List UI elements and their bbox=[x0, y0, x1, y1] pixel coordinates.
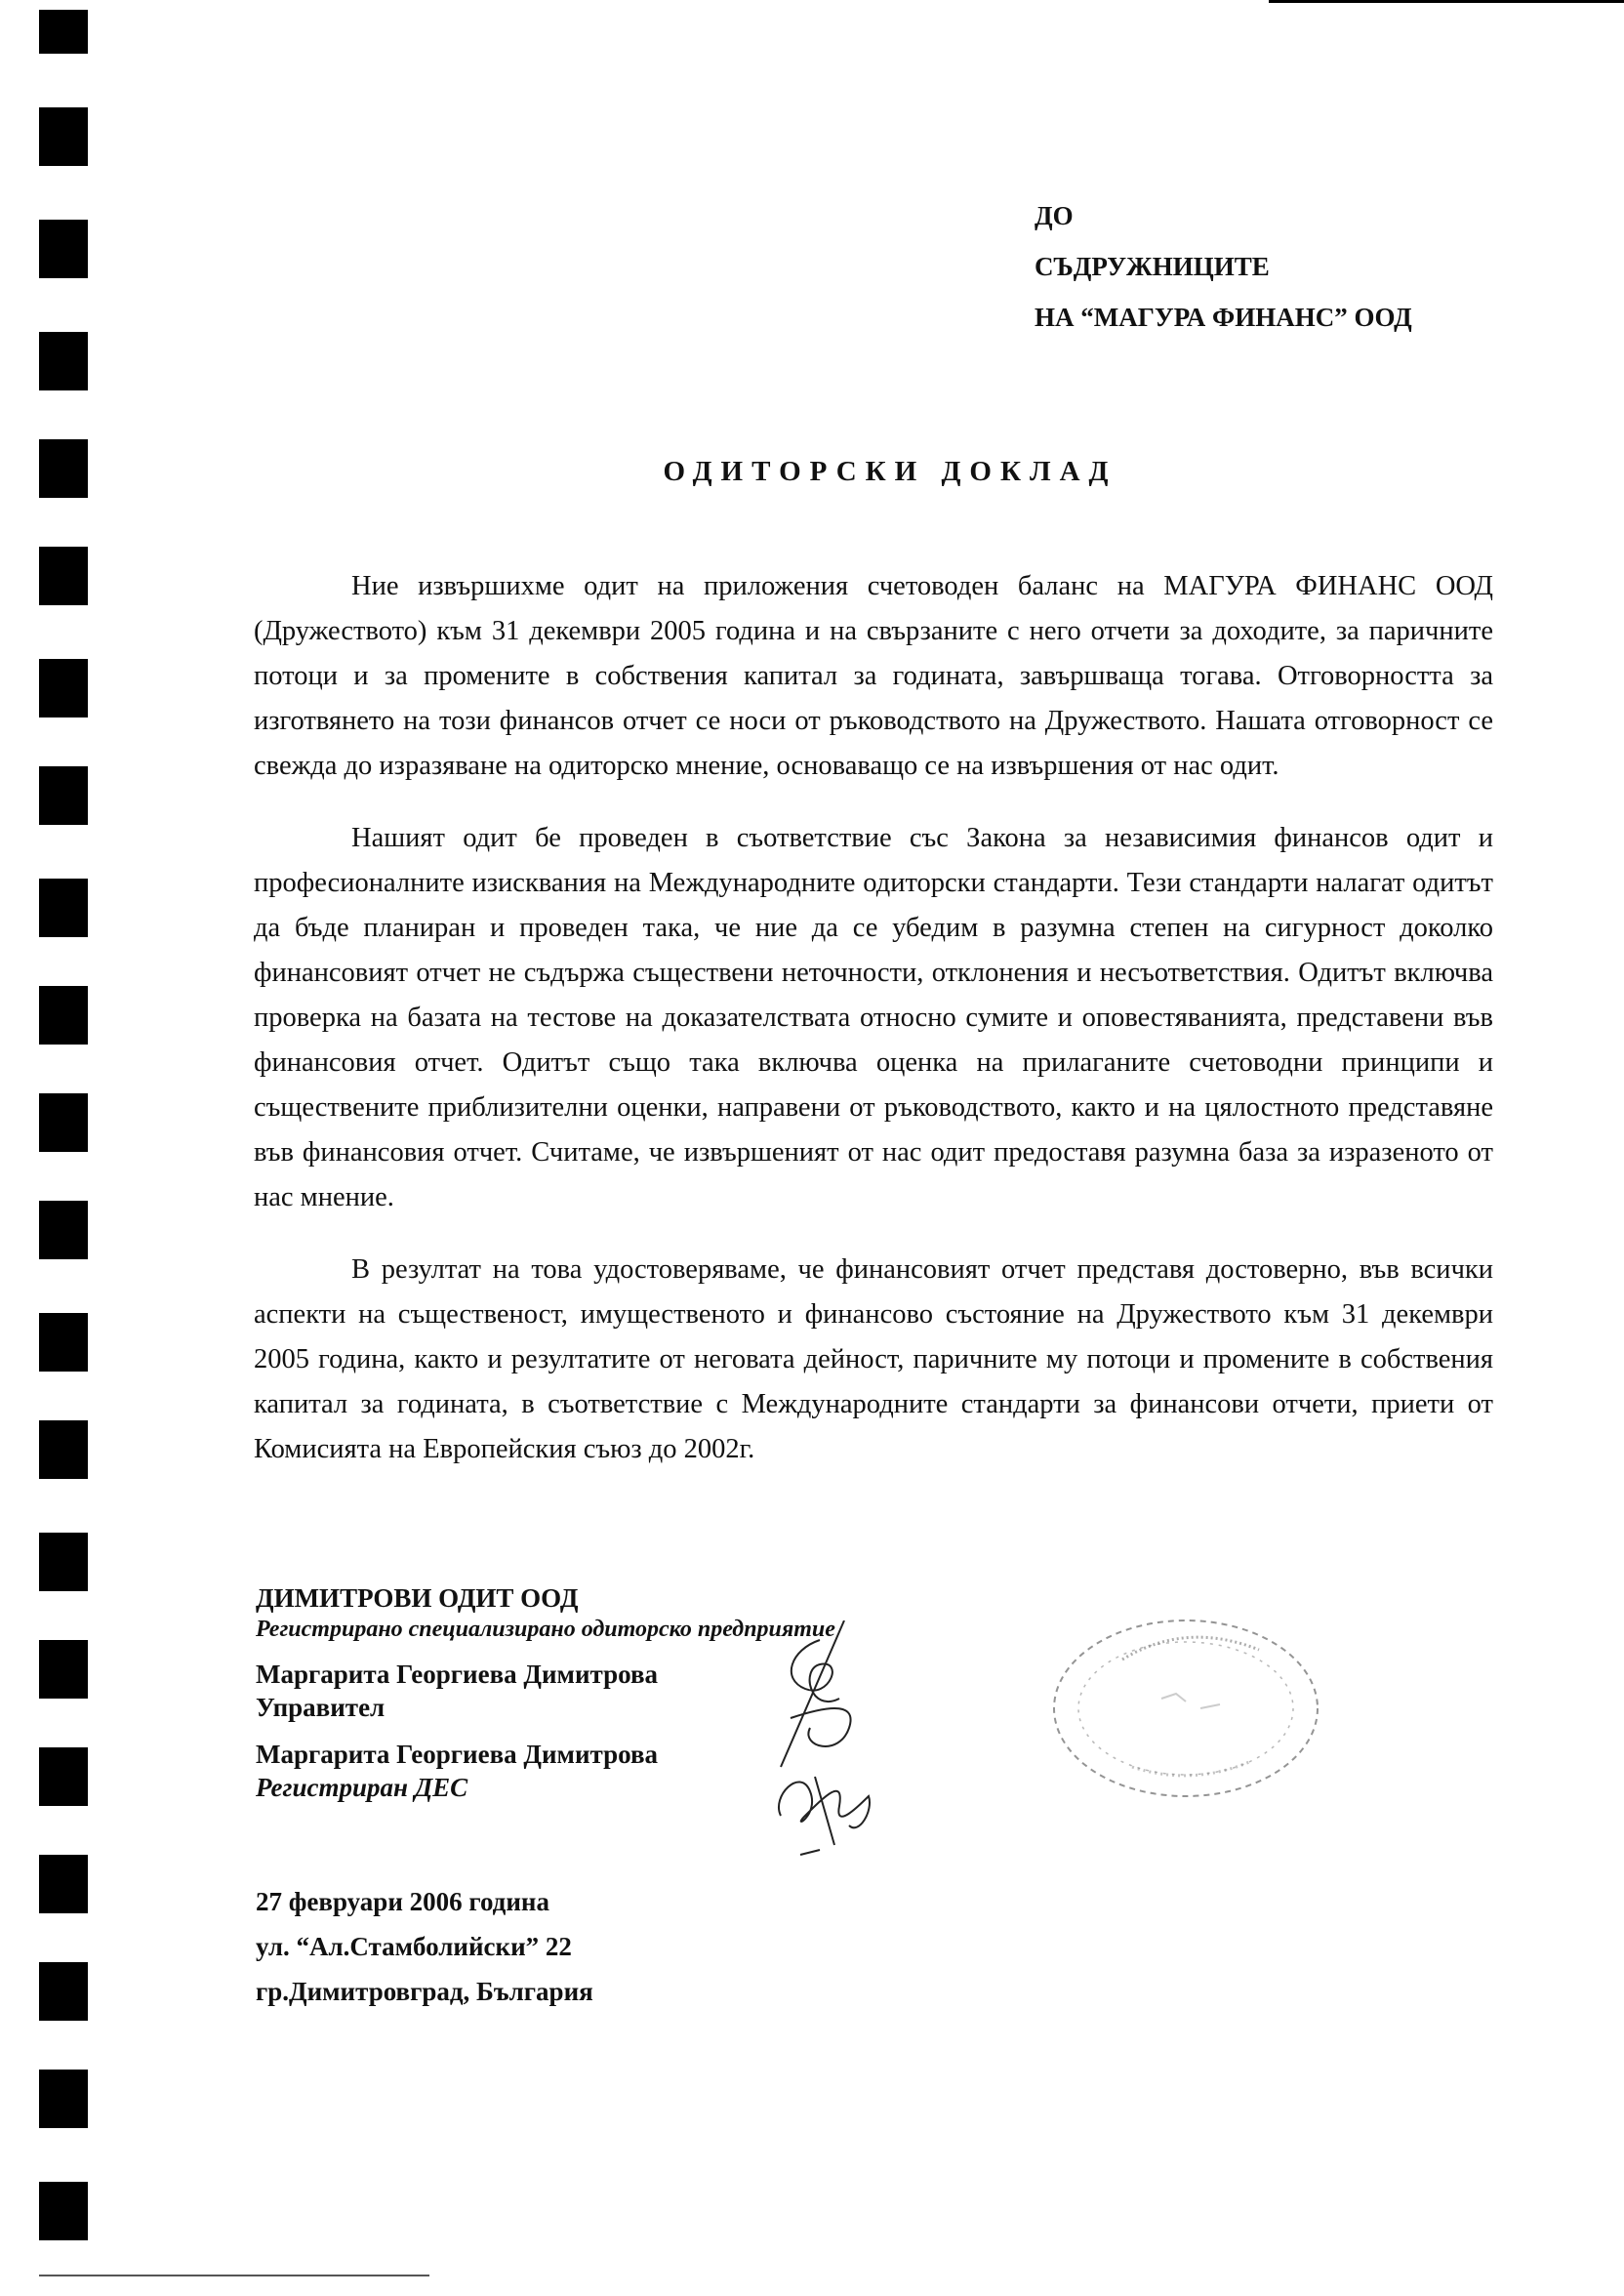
paragraph-1: Ние извършихме одит на приложения счетоводен баланс на МАГУРА ФИНАНС ООД (Дружеството) към 31 декември 2005 година и на свързаните с него отчети за доходите, за паричните потоци и за промените в собствения капитал за годината, завършваща тогава. Отговорността за изготвянето на този финансов отчет се носи от ръководството на Дружеството. Нашата отговорност се свежда до изразяване на одиторско мнение, основаващо се на извършения от нас одит. bbox=[254, 571, 1493, 781]
stamp-seal bbox=[1035, 1591, 1347, 1825]
signatory-1-name: Маргарита Георгиева Димитрова bbox=[256, 1660, 659, 1689]
signatory-1-role: Управител bbox=[256, 1693, 386, 1722]
binding-hole bbox=[39, 1640, 88, 1699]
handwritten-signature bbox=[751, 1620, 908, 1865]
binding-hole bbox=[39, 1420, 88, 1479]
binding-hole bbox=[39, 332, 88, 390]
binding-hole bbox=[39, 10, 88, 54]
binding-hole bbox=[39, 766, 88, 825]
addressee-line-1: ДО bbox=[1035, 201, 1074, 230]
binding-hole bbox=[39, 2070, 88, 2128]
signatory-2-name: Маргарита Георгиева Димитрова bbox=[256, 1740, 659, 1769]
auditor-company-subtitle: Регистрирано специализирано одиторско предприятие bbox=[256, 1617, 835, 1642]
footer-block bbox=[256, 1879, 593, 2014]
report-date: 27 февруари 2006 година bbox=[256, 1887, 549, 1916]
binding-hole bbox=[39, 879, 88, 937]
address-street: ул. “Ал.Стамболийски” 22 bbox=[256, 1932, 572, 1961]
paragraph-2: Нашият одит бе проведен в съответствие със Закона за независимия финансов одит и професионалните изисквания на Международните одиторски стандарти. Тези стандарти налагат одитът да бъде планиран и проведен така, че ние да се убедим в разумна степен на сигурност доколко финансовият отчет не съдържа съществени неточности, отклонения и несъответствия. Одитът включва проверка на базата на тестове на доказателствата относно сумите и оповестяванията, представени във финансовия отчет. Одитът също така включва оценка на прилаганите счетоводни принципи и съществените приблизителни оценки, направени от ръководството, както и на цялостното представяне във финансовия отчет. Считаме, че извършеният от нас одит предоставя разумна база за изразеното от нас мнение. bbox=[254, 823, 1493, 1212]
binding-hole bbox=[39, 1747, 88, 1806]
paragraph-3: В резултат на това удостоверяваме, че финансовият отчет представя достоверно, във всички аспекти на същественост, имущественото и финансово състояние на Дружеството към 31 декември 2005 година, както и резултатите от неговата дейност, паричните му потоци и промените в собствения капитал за годината, в съответствие с Международните стандарти за финансови отчети, приети от Комисията на Европейския съюз до 2002г. bbox=[254, 1254, 1493, 1464]
binding-hole bbox=[39, 220, 88, 278]
binding-hole bbox=[39, 107, 88, 166]
addressee-line-2: СЪДРУЖНИЦИТЕ bbox=[1035, 252, 1270, 281]
binding-hole bbox=[39, 986, 88, 1045]
auditor-company: ДИМИТРОВИ ОДИТ ООД bbox=[256, 1583, 579, 1613]
report-body bbox=[254, 564, 1493, 1499]
binding-hole bbox=[39, 659, 88, 718]
binding-hole bbox=[39, 1201, 88, 1259]
addressee-line-3: НА “МАГУРА ФИНАНС” ООД bbox=[1035, 303, 1412, 332]
binding-hole bbox=[39, 1533, 88, 1591]
signature-block bbox=[256, 1581, 835, 1804]
scan-edge-line bbox=[1269, 0, 1624, 3]
binding-hole bbox=[39, 1855, 88, 1913]
document-title: ОДИТОРСКИ ДОКЛАД bbox=[663, 456, 1117, 487]
scan-edge-line-bottom bbox=[39, 2275, 429, 2276]
address-city: гр.Димитровград, България bbox=[256, 1977, 593, 2006]
binding-hole bbox=[39, 1093, 88, 1152]
binding-hole bbox=[39, 1313, 88, 1372]
binding-strip bbox=[0, 0, 98, 2296]
binding-hole bbox=[39, 547, 88, 605]
binding-hole bbox=[39, 2182, 88, 2240]
binding-hole bbox=[39, 1962, 88, 2021]
addressee-block bbox=[1035, 190, 1412, 343]
signatory-2-role: Регистриран ДЕС bbox=[256, 1773, 468, 1802]
